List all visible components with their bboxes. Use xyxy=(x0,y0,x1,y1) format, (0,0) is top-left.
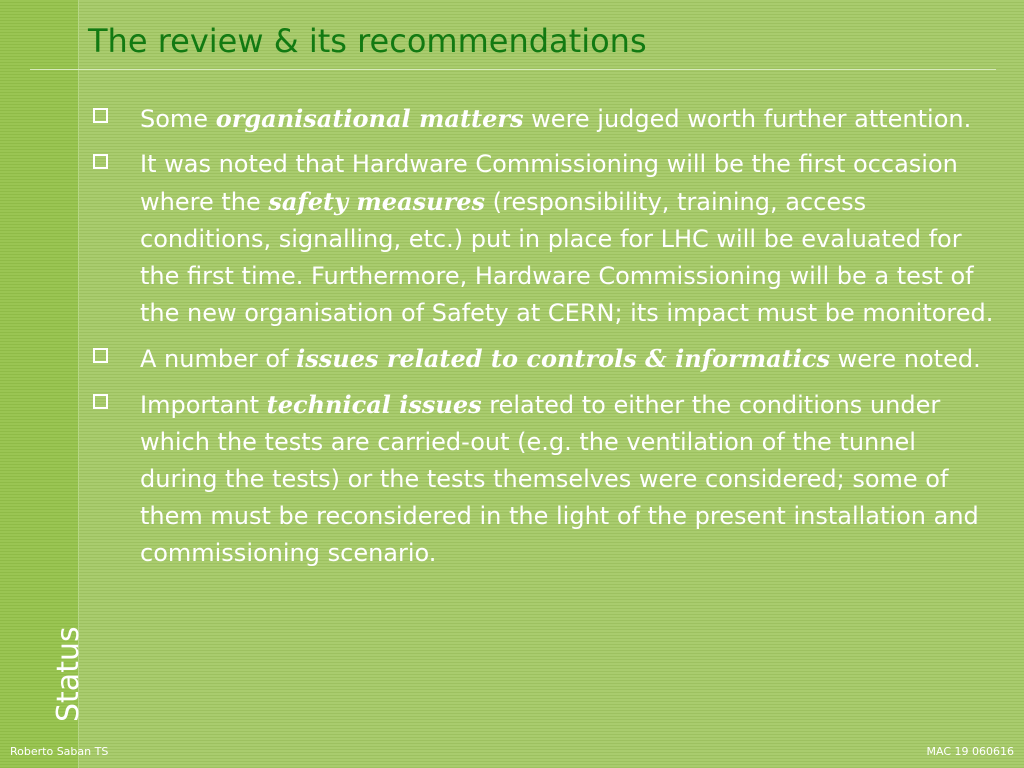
sidebar-band xyxy=(0,0,86,768)
footer-author: Roberto Saban TS xyxy=(10,745,109,758)
bullet-emphasis: issues related to controls & informatics xyxy=(296,344,830,373)
bullet-text: were judged worth further attention. xyxy=(523,105,972,133)
bullet-text: (responsibility, training, access conditions, signalling, etc.) put in place for LHC will be evaluated for the first time. Furthermore, Hardware Commissioning will be a test of the new organisation of Safety at CERN; its impact must be monitored. xyxy=(140,188,994,327)
bullet-item xyxy=(88,340,998,378)
bullet-text: Some xyxy=(140,105,216,133)
slide-title: The review & its recommendations xyxy=(88,22,647,60)
bullet-emphasis: safety measures xyxy=(268,187,486,216)
bullet-text: were noted. xyxy=(830,345,981,373)
bullet-list xyxy=(88,100,998,580)
bullet-item xyxy=(88,100,998,138)
checkbox-bullet-icon xyxy=(93,154,108,169)
title-divider xyxy=(30,69,996,70)
checkbox-bullet-icon xyxy=(93,108,108,123)
bullet-emphasis: technical issues xyxy=(266,390,482,419)
checkbox-bullet-icon xyxy=(93,348,108,363)
section-label: Status xyxy=(51,626,86,722)
bullet-text: A number of xyxy=(140,345,297,373)
bullet-item xyxy=(88,146,998,332)
bullet-emphasis: organisational matters xyxy=(215,104,524,133)
bullet-text: It was noted that Hardware Commissioning will be the first occasion where the xyxy=(140,150,958,216)
bullet-text: Important xyxy=(140,391,267,419)
checkbox-bullet-icon xyxy=(93,394,108,409)
footer-meeting-date: MAC 19 060616 xyxy=(926,745,1014,758)
bullet-text: related to either the conditions under which the tests are carried-out (e.g. the ventilation of the tunnel during the tests) or the tests themselves were considered; some of them must be reconsidered in the light of the present installation and commissioning scenario. xyxy=(140,391,979,567)
bullet-item xyxy=(88,386,998,572)
